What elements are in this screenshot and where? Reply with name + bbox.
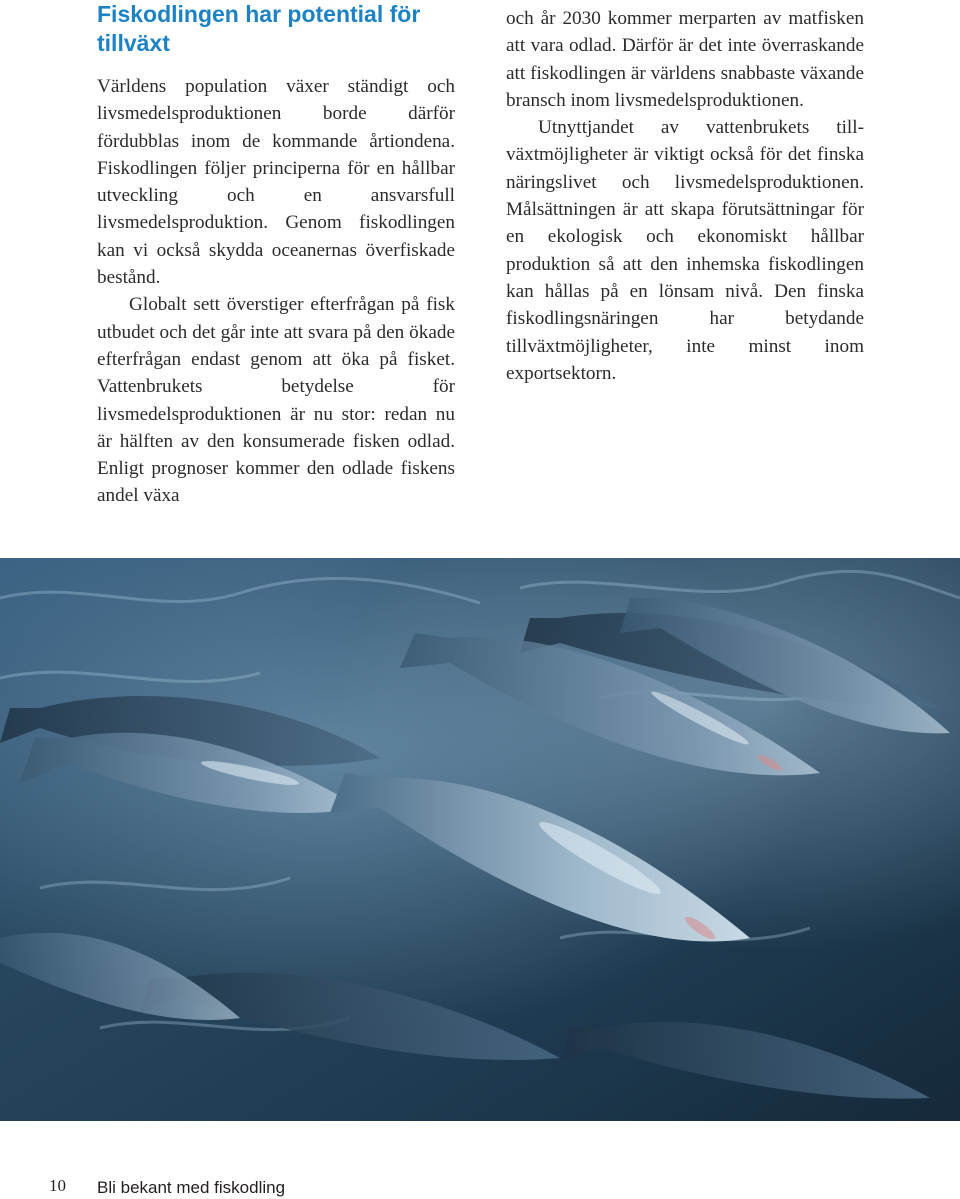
paragraph: Globalt sett överstiger efterfrågan på fisk utbudet och det går inte att svara på den ökade efterfrågan endast genom att öka på fisket. Vattenbrukets betydelse för livsmedelsproduktionen är nu stor: redan nu är hälften av den konsumerade fisken odlad. Enligt prognoser kommer den odlade fiskens andel växa (97, 294, 455, 507)
page-number: 10 (49, 1176, 66, 1195)
section-heading: Fiskodlingen har potential för tillväxt (97, 1, 421, 56)
fish-in-water-illustration (0, 558, 960, 1121)
paragraph: och år 2030 kommer merparten av matfisken att vara odlad. Därför är det inte överraskande att fiskodlingen är världens snabbaste växande bransch inom livsmedelsproduktionen. (506, 8, 864, 111)
paragraph: Utnyttjandet av vattenbrukets tillväxtmöjligheter är viktigt också för det finska näringslivet och livsmedelsproduktionen. Målsättningen är att skapa förutsättningar för en ekologisk och ekonomiskt hållbar produktion så att den inhemska fiskodlingen kan hållas på en lönsam nivå. Den finska fiskodlingsnäringen har betydande tillväxtmöjligheter, inte minst inom exportsektorn. (506, 117, 864, 384)
footer-title: Bli bekant med fiskodling (97, 1178, 286, 1197)
fish-farm-photo (0, 558, 960, 1121)
text-column-left (97, 73, 455, 510)
text-column-right (506, 5, 864, 387)
paragraph: Världens population växer ständigt och livsmedelsproduktionen borde därför fördubblas inom de kommande årtiondena. Fiskodlingen följer principerna för en hållbar utveckling och en ansvarsfull livsmedelsproduktion. Genom fiskodlingen kan vi också skydda oceanernas överfiskade bestånd. (97, 76, 455, 289)
